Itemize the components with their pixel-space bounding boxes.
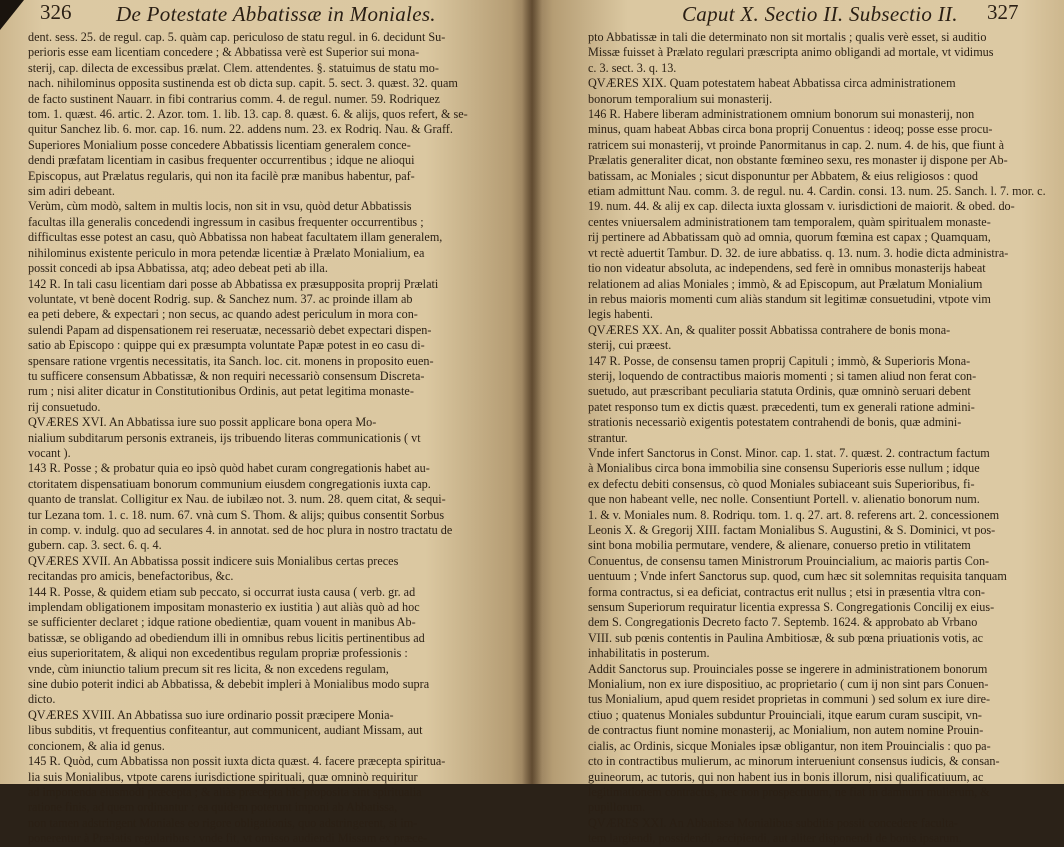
text-line: sterij, cui præest. xyxy=(588,338,672,353)
text-line: pto Abbatissæ in tali die determinato non sit mortalis ; qualis verè esset, si auditio xyxy=(588,30,987,44)
text-line: spensare ratione vrgentis necessitatis, ita Sanch. loc. cit. monens in proposito euen- xyxy=(28,353,434,368)
text-line: implendam obligationem impositam monasterio ex iustitia ) aut aliàs quò ad hoc xyxy=(28,600,420,615)
left-page-text xyxy=(28,30,504,847)
text-line: sterij, loquendo de contractibus maioris momenti ; si tamen aliud non ferat con- xyxy=(588,368,977,383)
page-corner-shadow xyxy=(0,0,24,30)
text-line: 142 R. In tali casu licentiam dari posse ab Abbatissa ex præsupposita proprij Prælati xyxy=(28,276,439,291)
right-page xyxy=(532,0,1064,846)
text-line: sint bona mobilia permutare, vendere, & alienare, conuerso pretio in vtilitatem xyxy=(588,538,971,553)
text-line: minus, quam habeat Abbas circa bona proprij Conuentus : ideoq; posse esse procu- xyxy=(588,122,993,137)
text-line: pupillorum. xyxy=(588,800,646,815)
text-line: tus Monialium, apud quem residet proprietas in communi ) sed solum ex iure dire- xyxy=(588,692,991,707)
text-line: QVÆRES XIX. Quam potestatem habeat Abbatissa circa administrationem xyxy=(588,76,956,91)
right-page-number: 327 xyxy=(987,0,1019,24)
text-line: ctoritatem dispensatiuam bonorum communium eiusdem congregationis iuxta cap. xyxy=(28,476,431,491)
text-line: facultas illa generalis concedendi ingressum in casibus frequenter occurrentibus ; xyxy=(28,214,424,229)
text-line: ratione finis, ad quem ordinantur : ea quidem poterunt imponi ab Abbatissa, xyxy=(28,800,398,815)
text-line: dem S. Congregationis Decreto facto 7. Septemb. 1624. & approbato ab Vrbano xyxy=(588,615,978,630)
text-line: batissæ, se obligando ad obediendum illi in omnibus rebus licitis pertinentibus ad xyxy=(28,630,425,645)
text-line: QVÆRES XVI. An Abbatissa iure suo possit applicare bona opera Mo- xyxy=(28,415,377,430)
text-line: Addit Sanctorus sup. Prouinciales posse se ingerere in administrationem bonorum xyxy=(588,661,988,676)
text-line: VIII. sub pœnis contentis in Paulina Ambitiosæ, & sub pœna priuationis votis, ac xyxy=(588,630,984,645)
text-line: dendi præfatam licentiam in casibus frequenter occurrentibus ; idque ne alioqui xyxy=(28,153,415,168)
text-line: ponerentur à Prælatis regularibus : vnde fit, vt omisso audiendi Missam ex præce- xyxy=(28,831,428,846)
text-line: bonorum temporalium sui monasterij. xyxy=(588,91,773,106)
left-page xyxy=(0,0,532,846)
text-line: dent. sess. 25. de regul. cap. 5. quàm cap. periculoso de statu regul. in 6. decidunt Su- xyxy=(28,30,446,44)
text-line: voluntate, vt benè docent Rodrig. sup. & Sanchez num. 37. ac proinde illam ab xyxy=(28,291,413,306)
text-line: rum ; nisi aliter dicatur in Constitutionibus Ordinis, aut petat legitima monaste- xyxy=(28,384,414,399)
text-line: quanto de translat. Colligitur ex Nau. de iubilæo not. 3. num. 28. quem citat, & sequi- xyxy=(28,492,446,507)
text-line: de facto sustinent Nauarr. in fibi contrarius comm. 4. de regul. numer. 59. Rodriquez xyxy=(28,91,440,106)
text-line: gubern. cap. 3. sect. 6. q. 4. xyxy=(28,538,162,553)
text-line: QVÆRES XVII. An Abbatissa possit indicere suis Monialibus certas preces xyxy=(28,553,399,568)
text-line: QVÆRES XVIII. An Abbatissa suo iure ordinario possit præcipere Monia- xyxy=(28,707,394,722)
text-line: sim adiri debeant. xyxy=(28,184,115,199)
text-line: à Monialibus circa bona immobilia sine consensu Superioris esse nullum ; idque xyxy=(588,461,980,476)
text-line: legitimationem contractus, nec non prospectiuum, ne fiat in damnum mulierum, & xyxy=(588,784,990,799)
text-line: 146 R. Habere liberam administrationem omnium bonorum sui monasterij, non xyxy=(588,107,975,122)
text-line: Leonis X. & Gregorij XIII. factam Monialibus S. Augustini, & S. Dominici, vt pos- xyxy=(588,523,996,537)
text-line: que non habeant velle, nec nolle. Consentiunt Portell. v. alienatio bonorum num. xyxy=(588,492,980,507)
text-line: ctiuo ; quatenus Moniales subduntur Prouinciali, itque earum curam suscipit, vn- xyxy=(588,707,982,722)
text-line: inhabilitatis in posterum. xyxy=(588,646,710,661)
text-line: de contractus fiunt nomine monasterij, ac Monialium, non autem nomine Prouin- xyxy=(588,723,984,738)
text-line: in rebus maioris momenti cum aliàs standum sit legitimæ consuetudini, vtpote vim xyxy=(588,291,991,306)
text-line: non tamen adstringent Moniales eo rigore obligationis, quo adstringerent, si im- xyxy=(28,815,418,830)
text-line: etiam admittunt Nau. comm. 3. de regul. nu. 4. Cardin. consi. 13. num. 25. Sanch. l. 7. mor. c. xyxy=(588,184,1046,199)
text-line: tem largiendi, possidendi, accipiendi, aut aliter disponendi de bonis ipsarum. xyxy=(588,831,962,846)
text-line: strantur. xyxy=(588,430,628,445)
text-line: in comp. v. indulg. quo ad seculares 4. in annotat. sed de hoc plura in nostro tractatu de xyxy=(28,523,453,537)
text-line: suetudo, aut præscribant peculiaria statuta Ordinis, quæ omninò seruari debent xyxy=(588,384,971,399)
text-line: rij pertinere ad Abbatissam quò ad omnia, quorum fœmina est capax ; Quamquam, xyxy=(588,230,991,245)
text-line: 19. num. 44. & alij ex cap. dilecta iuxta glossam v. iurisdictioni de maiorit. & obed. do- xyxy=(588,199,1015,214)
text-line: rij consuetudo. xyxy=(28,399,101,414)
text-line: 143 R. Posse ; & probatur quia eo ipsò quòd habet curam congregationis habet au- xyxy=(28,461,430,476)
text-line: QVÆRES XXI. An Abbatissa Monialibus subditis possit concedere faculta- xyxy=(588,815,958,830)
text-line: Missæ fuisset à Prælato regulari præscripta animo obligandi ad mortale, vt vidimus xyxy=(588,45,994,60)
text-line: cto in contractibus mulierum, ac minorum interueniunt consensus iudicis, & consan- xyxy=(588,754,1000,769)
left-page-number: 326 xyxy=(40,0,72,24)
text-line: nach. nihilominus opposita sustinenda est ob dicta sup. capit. 5. sect. 3. quæst. 32. quam xyxy=(28,76,458,91)
right-running-head: Caput X. Sectio II. Subsectio II. xyxy=(682,2,958,26)
right-page-text xyxy=(588,30,1048,847)
text-line: possit concedi ab ipsa Abbatissa, atq; adeo debeat peti ab illa. xyxy=(28,261,328,276)
text-line: Conuentus, de consensu tamen Ministrorum Prouincialium, ac maioris partis Con- xyxy=(588,553,990,568)
text-line: recitandas pro amicis, benefactoribus, &c. xyxy=(28,569,234,584)
text-line: libus subditis, vt frequentius confiteantur, aut communicent, audiant Missam, aut xyxy=(28,723,423,738)
text-line: sulendi Papam ad dispensationem rei reseruatæ, necessariò debet expectari dispen- xyxy=(28,322,432,337)
text-line: tur Lezana tom. 1. c. 18. num. 67. vnà cum S. Thom. & alijs; quibus consentit Sorbus xyxy=(28,507,445,522)
text-line: forma contractus, si ea deficiat, contractus erit nullus ; etsi in præsentia vltra con- xyxy=(588,584,985,599)
text-line: Episcopus, aut Prælatus regularis, qui non ita facilè præ manibus habentur, paf- xyxy=(28,168,415,183)
text-line: vt rectè aduertit Tambur. D. 32. de iure abbatiss. q. 13. num. 3. hodie dicta administra- xyxy=(588,245,1009,260)
text-line: Verùm, cùm modò, saltem in multis locis, non sit in vsu, quòd detur Abbatissis xyxy=(28,199,412,214)
text-line: nihilominus existente periculo in mora petendæ licentiæ à Prælato Monialium, ea xyxy=(28,245,425,260)
text-line: ratricem sui monasterij, vt proinde Panormitanus in cap. 2. num. 4. de his, que fiunt à xyxy=(588,137,1004,152)
text-line: sterij, cap. dilecta de excessibus prælat. Clem. attendentes. §. statuimus de statu mo- xyxy=(28,60,439,75)
text-line: batissam, ac Moniales ; sicut disponuntur per Abbatem, & eius religiosos : quod xyxy=(588,168,978,183)
left-running-head: De Potestate Abbatissæ in Moniales. xyxy=(116,2,436,26)
text-line: ea peti debere, & expectari ; non secus, ac quando adest periculum in mora con- xyxy=(28,307,418,322)
text-line: perioris esse eam licentiam concedere ; & Abbatissa verè est Superior sui mona- xyxy=(28,45,420,60)
text-line: strationis necessariò exigentis potestatem contrahendi de bonis, quæ admini- xyxy=(588,415,962,430)
text-line: patet responso tum ex dictis quæst. præcedenti, tum ex generali ratione admini- xyxy=(588,399,975,414)
text-line: lia suis Monialibus, vtpote carens iurisdictione spirituali, quæ omninò requiritur xyxy=(28,769,418,784)
text-line: quitur Sanchez lib. 6. mor. cap. 16. num. 22. addens num. 23. ex Rodriq. Nau. & Graff. xyxy=(28,122,453,137)
text-line: tom. 1. quæst. 46. artic. 2. Azor. tom. 1. lib. 13. cap. 8. quæst. 6. & alijs, quos refert, & se- xyxy=(28,107,468,122)
text-line: Prælatis generaliter dicat, non obstante fœmineo sexu, res monaster ij dispone per Ab- xyxy=(588,153,1008,168)
text-line: centes vniuersalem administrationem tam temporalem, quàm spiritualem monaste- xyxy=(588,214,991,229)
text-line: tu sufficere consensum Abbatissæ, & non requiri necessariò consensum Discreta- xyxy=(28,368,425,383)
text-line: c. 3. sect. 3. q. 13. xyxy=(588,60,677,75)
text-line: sine dubio poterit indici ab Abbatissa, & debebit impleri à Monialibus modo supra xyxy=(28,677,430,692)
text-line: sensum Superiorum requiratur licentia expressa S. Congregationis Concilij ex eius- xyxy=(588,600,995,615)
text-line: vocant ). xyxy=(28,445,71,460)
text-line: ex defectu debiti consensus, cò quod Moniales subiaceant suis Superioribus, fi- xyxy=(588,476,975,491)
text-line: 144 R. Posse, & quidem etiam sub peccato, si occurrat iusta causa ( verb. gr. ad xyxy=(28,584,416,599)
text-line: eius superioritatem, & aliqui non excedentibus regulam propriæ professionis : xyxy=(28,646,408,661)
text-line: relationem ad alias Moniales ; immò, & ad Episcopum, aut Prælatum Monialium xyxy=(588,276,983,291)
text-line: uentuum ; Vnde infert Sanctorus sup. quod, cum hæc sit solemnitas requisita tanquam xyxy=(588,569,1007,584)
text-line: QVÆRES XX. An, & qualiter possit Abbatissa contrahere de bonis mona- xyxy=(588,322,951,337)
text-line: concionem, & alia id genus. xyxy=(28,738,165,753)
text-line: guineorum, ac tutoris, qui non habent ius in bonis illorum, nisi qualificatiuum, ac xyxy=(588,769,984,784)
text-line: se sufficienter declaret ; idque ratione obedientiæ, quam vouent in manibus Ab- xyxy=(28,615,416,630)
text-line: satio ab Episcopo : quippe qui ex præsumpta voluntate Papæ potest in eo casu di- xyxy=(28,338,425,353)
text-line: difficultas esse potest an casu, quò Abbatissa non habeat facultatem illam generalem, xyxy=(28,230,443,245)
text-line: Monialium, non ex iure dispositiuo, ac proprietario ( cum ij non sint pars Conuen- xyxy=(588,677,989,692)
text-line: 145 R. Quòd, cum Abbatissa non possit iuxta dicta quæst. 4. facere præcepta spiritua- xyxy=(28,754,446,769)
text-line: Superiores Monialium posse concedere Abbatissis licentiam generalem conce- xyxy=(28,137,411,152)
text-line: legis habenti. xyxy=(588,307,653,322)
text-line: nialium subditarum personis extraneis, ijs tribuendo literas communicationis ( vt xyxy=(28,430,421,445)
text-line: tio non videatur absoluta, ac independens, sed ferè in omnibus monasterijs habeat xyxy=(588,261,986,276)
text-line: 147 R. Posse, de consensu tamen proprij Capituli ; immò, & Superioris Mona- xyxy=(588,353,971,368)
text-line: vnde, cùm iniunctio talium precum sit res licita, & non excedens regulam, xyxy=(28,661,389,676)
text-line: Vnde infert Sanctorus in Const. Minor. cap. 1. stat. 7. quæst. 2. contractum factum xyxy=(588,445,990,460)
text-line: ad imponenda eiusmodi præcepta ; & aliàs præcepta hîc proposita sint spiritualia xyxy=(28,784,422,799)
text-line: 1. & v. Moniales num. 8. Rodriqu. tom. 1. q. 27. art. 8. referens art. 2. concessionem xyxy=(588,507,1000,522)
text-line: dicto. xyxy=(28,692,56,707)
text-line: cialis, ac Ordinis, sicque Moniales ipsæ obligantur, non item Prouincialis : quo pa- xyxy=(588,738,991,753)
